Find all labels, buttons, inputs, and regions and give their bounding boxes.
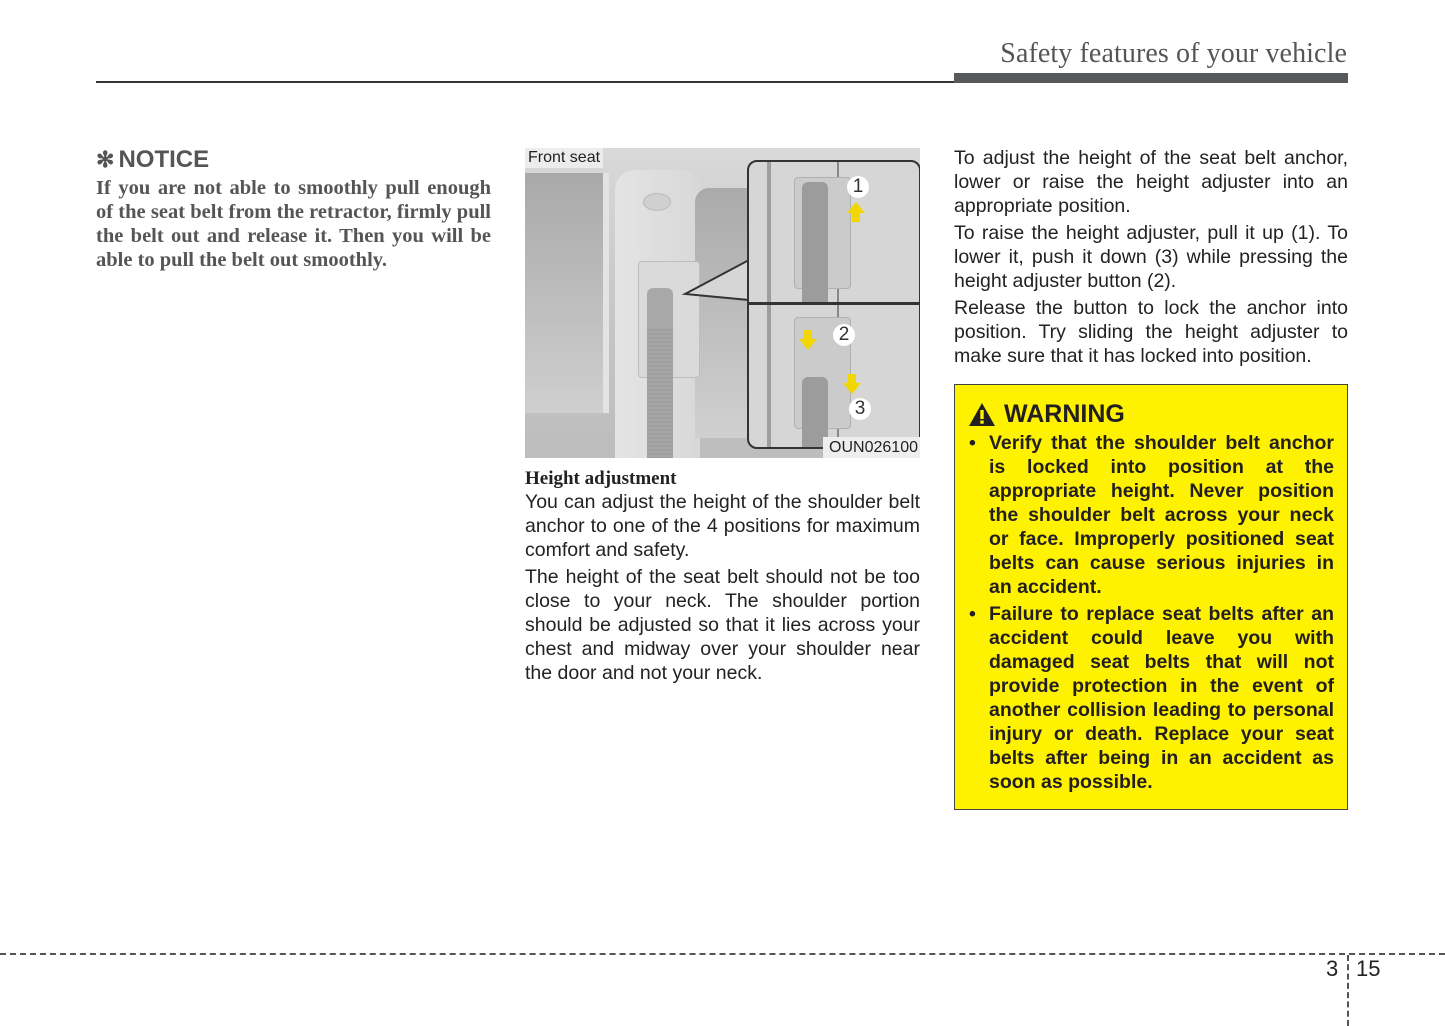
notice-section — [96, 146, 491, 272]
notice-title: NOTICE — [118, 146, 210, 173]
height-adjustment-paragraph: You can adjust the height of the shoulder belt anchor to one of the 4 positions for maximum comfort and safety. — [525, 491, 920, 561]
inset-divider — [749, 302, 919, 305]
height-adjustment-paragraph: The height of the seat belt should not be too close to your neck. The shoulder portion should be adjusted so that it lies across your chest and midway over your shoulder near the door and not your neck. — [525, 566, 920, 684]
height-adjustment-heading: Height adjustment — [525, 468, 677, 489]
instruction-paragraph: Release the button to lock the anchor into position. Try sliding the height adjuster to make sure that it has locked into position. — [954, 297, 1348, 367]
notice-body: If you are not able to smoothly pull enough of the seat belt from the retractor, firmly pull the belt out and release it. Then you will be able to pull the belt out smoothly. — [96, 177, 491, 271]
warning-list — [968, 431, 1334, 794]
warning-item-text: Verify that the shoulder belt anchor is locked into position at the appropriate height. Never position the shoulder belt across your neck or face. Improperly positioned seat belts can cause serious injuries in an accident. — [989, 432, 1334, 598]
figure-label: Front seat — [525, 148, 603, 168]
warning-title: WARNING — [1004, 400, 1125, 428]
section-title: Safety features of your vehicle — [1000, 38, 1347, 69]
notice-heading — [96, 146, 491, 174]
footer-rule — [0, 953, 1445, 955]
instruction-paragraph: To raise the height adjuster, pull it up (1). To lower it, push it down (3) while pressing the height adjuster button (2). — [954, 222, 1348, 292]
warning-item — [968, 431, 1334, 599]
instruction-paragraph: To adjust the height of the seat belt anchor, lower or raise the height adjuster into an appropriate position. — [954, 147, 1348, 217]
warning-item — [968, 602, 1334, 794]
header-rule — [96, 81, 956, 83]
inset-belt-upper — [802, 182, 828, 302]
page-number: 15 — [1356, 956, 1381, 981]
height-adjustment-section — [525, 146, 920, 688]
callout-1: 1 — [847, 176, 869, 198]
chapter-number: 3 — [1326, 956, 1339, 981]
warning-triangle-icon — [968, 402, 996, 427]
warning-box — [954, 384, 1348, 810]
seat-belt-figure — [525, 148, 920, 458]
callout-3: 3 — [849, 398, 871, 420]
bullet-icon: • — [969, 432, 976, 454]
callout-2: 2 — [833, 324, 855, 346]
warning-heading — [968, 399, 1334, 429]
bullet-icon: • — [969, 603, 976, 625]
footer-divider — [1347, 955, 1349, 1026]
instructions-section — [954, 146, 1348, 810]
figure-detail-inset — [747, 160, 920, 449]
asterisk-icon: ✻ — [96, 147, 115, 172]
header-accent-bar — [954, 73, 1348, 83]
figure-code: OUN026100 — [823, 437, 920, 458]
warning-item-text: Failure to replace seat belts after an accident could leave you with damaged seat belts that will not provide protection in the event of another collision leading to personal injury or death. Replace your seat belts after being in an accident as soon as possible. — [989, 603, 1334, 793]
